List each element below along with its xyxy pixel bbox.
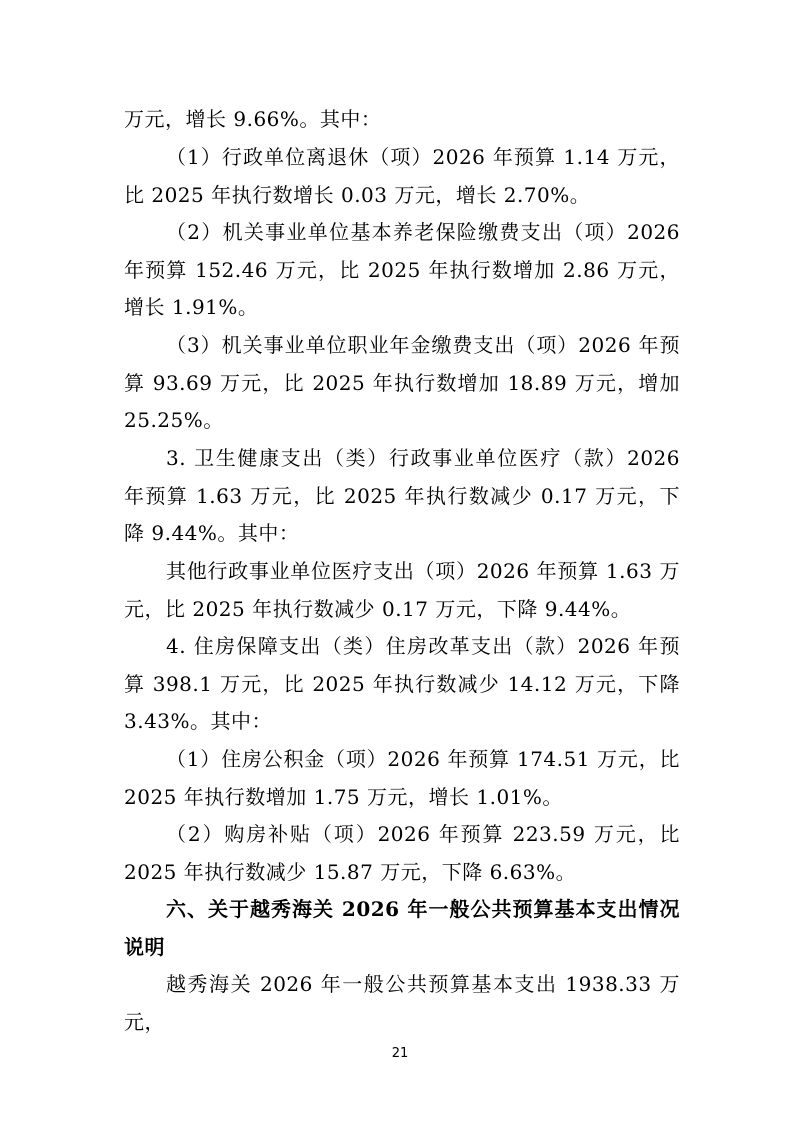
paragraph-item-pension-insurance: （2）机关事业单位基本养老保险缴费支出（项）2026 年预算 152.46 万元，比 2025 年执行数增加 2.86 万元，增长 1.91%。 xyxy=(124,220,680,319)
paragraph-housing-expenditure: 4. 住房保障支出（类）住房改革支出（款）2026 年预算 398.1 万元，比 2025 年执行数减少 14.12 万元，下降 3.43%。其中： xyxy=(124,634,680,733)
paragraph-other-medical: 其他行政事业单位医疗支出（项）2026 年预算 1.63 万元，比 2025 年执行数减少 0.17 万元，下降 9.44%。 xyxy=(124,559,680,621)
paragraph-basic-expenditure: 越秀海关 2026 年一般公共预算基本支出 1938.33 万元， xyxy=(124,972,680,1034)
paragraph-continuation: 万元，增长 9.66%。其中： xyxy=(124,107,382,131)
paragraph-item-occupational-annuity: （3）机关事业单位职业年金缴费支出（项）2026 年预算 93.69 万元，比 2025 年执行数增加 18.89 万元，增加 25.25%。 xyxy=(124,333,680,432)
paragraph-item-housing-subsidy: （2）购房补贴（项）2026 年预算 223.59 万元，比 2025 年执行数减少 15.87 万元，下降 6.63%。 xyxy=(124,822,680,884)
paragraph-health-expenditure: 3. 卫生健康支出（类）行政事业单位医疗（款）2026 年预算 1.63 万元，比 2025 年执行数减少 0.17 万元，下降 9.44%。其中： xyxy=(124,446,680,545)
paragraph-item-retirement: （1）行政单位离退休（项）2026 年预算 1.14 万元，比 2025 年执行数增长 0.03 万元，增长 2.70%。 xyxy=(124,145,680,207)
section-heading-six: 六、关于越秀海关 2026 年一般公共预算基本支出情况说明 xyxy=(124,897,680,959)
paragraph-item-housing-fund: （1）住房公积金（项）2026 年预算 174.51 万元，比 2025 年执行数增加 1.75 万元，增长 1.01%。 xyxy=(124,747,680,809)
page-number: 21 xyxy=(391,1046,409,1061)
